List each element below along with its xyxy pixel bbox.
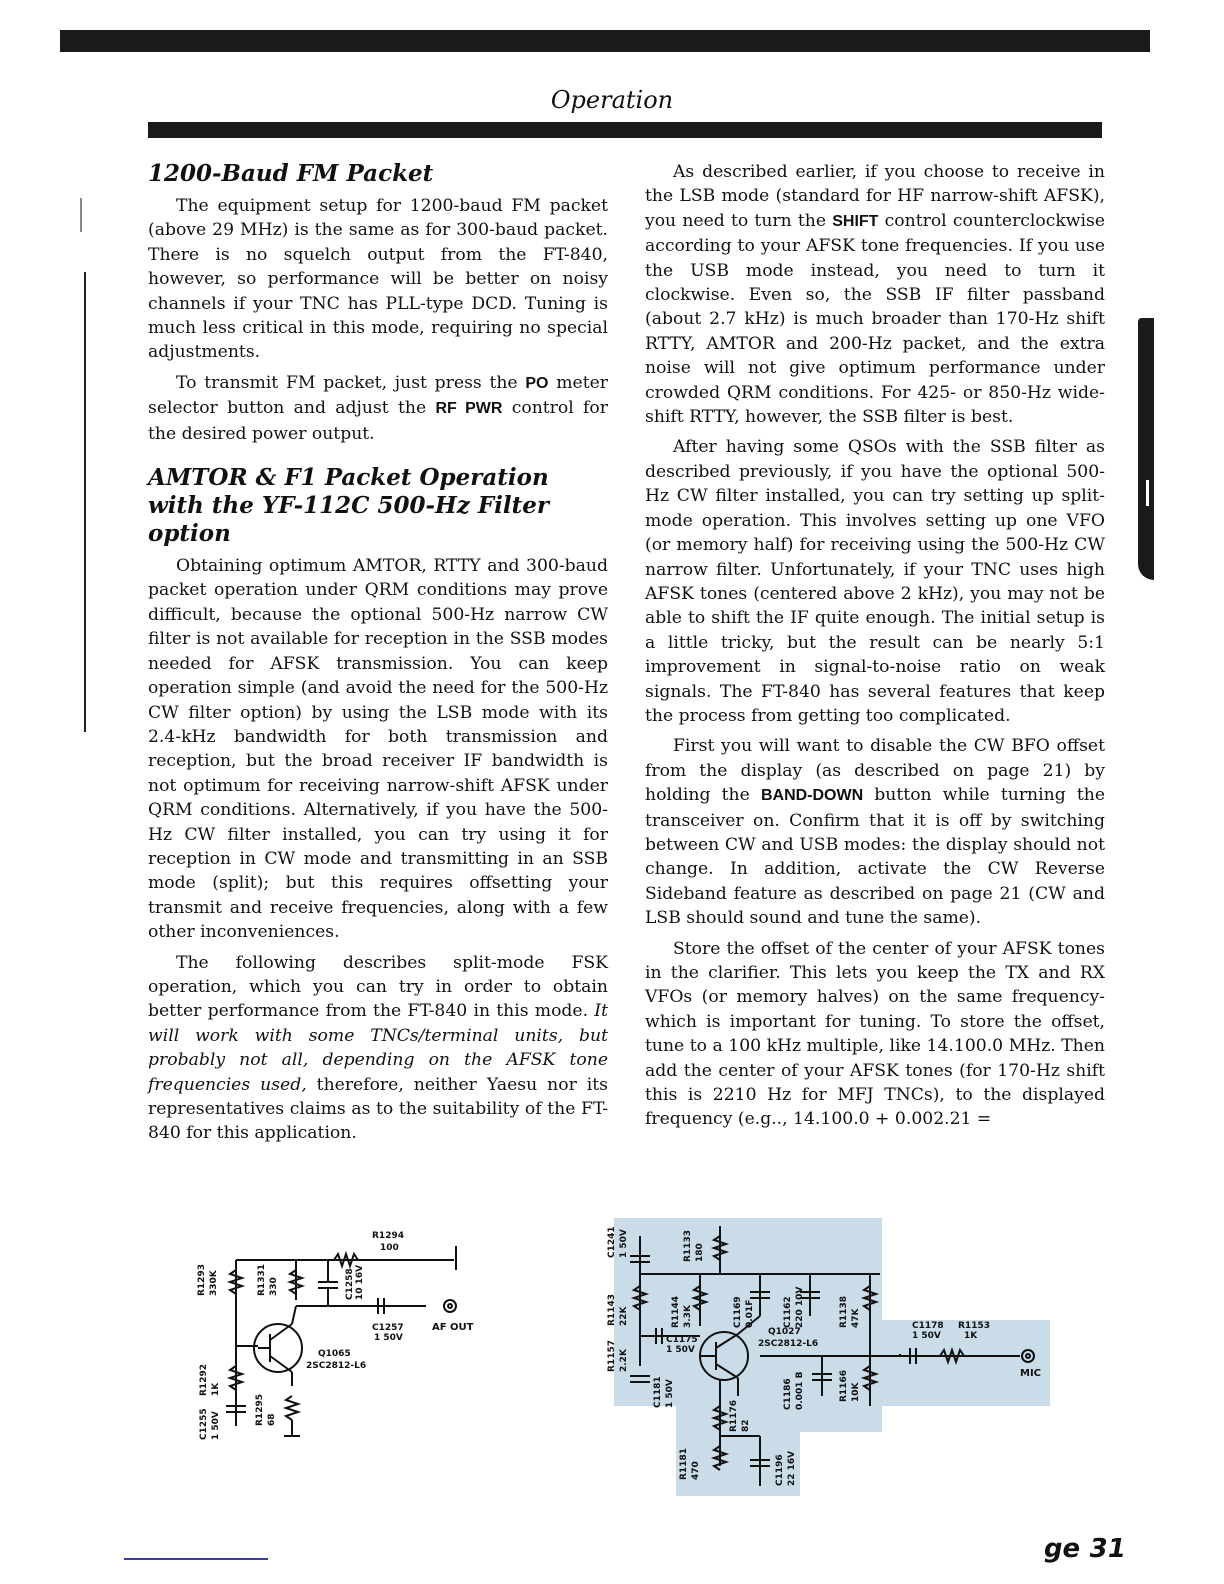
paragraph-split-mode: The following describes split-mode FSK operation, which you can try in order to obtain better performance from the FT-840 in this mode. It will work with some TNCs/terminal units, but probably not all, depending on the AFSK tone frequencies used, therefore, neither Yaesu nor its representatives claims as to the suitability of the FT-840 for this application. xyxy=(148,952,608,1144)
section-heading-amtor: AMTOR & F1 Packet Operation with the YF-112C 500-Hz Filter option xyxy=(148,464,549,548)
label-r1181-val: 470 xyxy=(691,1461,701,1480)
paragraph-1200-baud-setup: The equipment setup for 1200-baud FM packet (above 29 MHz) is the same as for 300-baud packet. There is no squelch output from the FT-840, however, so performance will be better on noisy channels if your TNC has PLL-type DCD. Tuning is much less critical in this mode, requiring no special adjustments. xyxy=(148,196,608,363)
keyword-shift: SHIFT xyxy=(832,212,879,230)
label-c1241: C1241 xyxy=(607,1226,617,1258)
label-c1162: C1162 xyxy=(783,1296,793,1328)
label-c1178: C1178 xyxy=(912,1321,944,1331)
label-r1157: R1157 xyxy=(607,1340,617,1372)
revision-mark xyxy=(80,198,82,232)
label-r1133-val: 180 xyxy=(695,1243,705,1262)
label-r1153-val: 1K xyxy=(964,1331,978,1341)
label-c1255-val: 1 50V xyxy=(211,1411,221,1440)
label-r1166-val: 10K xyxy=(851,1382,861,1402)
label-c1186-val: 0.001 B xyxy=(795,1371,805,1410)
label-r1293: R1293 xyxy=(197,1264,207,1296)
label-r1176: R1176 xyxy=(729,1400,739,1432)
revision-bar xyxy=(84,272,86,732)
paragraph-fm-transmit: To transmit FM packet, just press the PO meter selector button and adjust the RF PWR control for the desired power output. xyxy=(148,372,608,444)
left-column xyxy=(148,160,608,1152)
schematic-af-out xyxy=(196,1226,496,1451)
paragraph-amtor-optimum: Obtaining optimum AMTOR, RTTY and 300-baud packet operation under QRM conditions may prove difficult, because the optional 500-Hz narrow CW filter is not available for reception in the SSB modes needed for AFSK transmission. You can keep operation simple (and avoid the need for the 500-Hz CW filter option) by using the LSB mode with its 2.4-kHz bandwidth for both transmission and reception, but the broad receiver IF bandwidth is not optimum for receiving narrow-shift AFSK under QRM conditions. Alternatively, if you have the 500-Hz CW filter installed, you can try using it for reception in CW mode and transmitting in an SSB mode (split); but this requires offsetting your transmit and receive frequencies, along with a few other inconveniences. xyxy=(148,556,608,943)
label-r1157-val: 2.2K xyxy=(619,1349,629,1372)
label-r1294: R1294 xyxy=(372,1231,404,1241)
label-c1169-val: 0.01F xyxy=(745,1299,755,1328)
label-c1181: C1181 xyxy=(653,1376,663,1408)
footer-link-line xyxy=(124,1558,268,1560)
paragraph-bfo-offset: First you will want to disable the CW BFO offset from the display (as described on page 21) by holding the BAND-DOWN button while turning the transceiver on. Confirm that it is off by switching between CW and USB modes: the display should not change. In addition, activate the CW Reverse Sideband feature as described on page 21 (CW and LSB should sound and tune the same). xyxy=(645,736,1105,929)
section-heading-1200-baud: 1200-Baud FM Packet xyxy=(148,160,434,187)
label-c1162-val: 220 10V xyxy=(795,1286,805,1328)
label-c1178-val: 1 50V xyxy=(912,1331,941,1341)
label-c1258: C1258 xyxy=(345,1268,355,1300)
label-af-out: AF OUT xyxy=(432,1322,474,1333)
label-r1295-val: 68 xyxy=(267,1413,277,1426)
label-r1331: R1331 xyxy=(257,1264,267,1296)
keyword-rf-pwr: RF PWR xyxy=(435,400,503,418)
label-r1133: R1133 xyxy=(683,1230,693,1262)
label-c1175-val: 1 50V xyxy=(666,1345,695,1355)
italic-warning: It will work with some TNCs/terminal units, but probably not all, depending on the AFSK tone frequencies used, xyxy=(148,1001,608,1095)
label-c1257-val: 1 50V xyxy=(374,1333,403,1343)
label-q1065: Q1065 xyxy=(318,1349,351,1359)
label-r1144-val: 3.3K xyxy=(683,1305,693,1328)
label-r1292-val: 1K xyxy=(211,1382,221,1396)
label-r1294-val: 100 xyxy=(380,1243,399,1253)
label-c1181-val: 1 50V xyxy=(665,1379,675,1408)
keyword-band-down: BAND-DOWN xyxy=(760,787,864,805)
label-c1196: C1196 xyxy=(775,1454,785,1486)
label-mic: MIC xyxy=(1020,1368,1042,1379)
page-number: ge 31 xyxy=(1041,1534,1129,1564)
label-r1143: R1143 xyxy=(607,1294,617,1326)
label-r1144: R1144 xyxy=(671,1296,681,1328)
label-c1175: C1175 xyxy=(666,1335,698,1345)
label-q1027-part: 2SC2812-L6 xyxy=(758,1339,819,1349)
label-r1138-val: 47K xyxy=(851,1308,861,1328)
right-column xyxy=(645,160,1105,1138)
paragraph-lsb-shift: As described earlier, if you choose to receive in the LSB mode (standard for HF narrow-shift AFSK), you need to turn the SHIFT control counterclockwise according to your AFSK tone frequencies. If you use the USB mode instead, you need to turn it clockwise. Even so, the SSB IF filter passband (about 2.7 kHz) is much broader than 170-Hz shift RTTY, AMTOR and 200-Hz packet, and the extra noise will not give optimum performance under crowded QRM conditions. For 425- or 850-Hz wide-shift RTTY, however, the SSB filter is best. xyxy=(645,162,1105,428)
section-thumb-tab xyxy=(1138,318,1154,580)
schematic-mic-amp xyxy=(600,1216,1060,1496)
thumb-tab-mark xyxy=(1146,480,1149,506)
label-q1065-part: 2SC2812-L6 xyxy=(306,1361,367,1371)
label-c1241-val: 1 50V xyxy=(619,1229,629,1258)
label-r1293-val: 330K xyxy=(209,1270,219,1296)
label-q1027: Q1027 xyxy=(768,1327,801,1337)
header-rule xyxy=(148,122,1102,138)
label-r1181: R1181 xyxy=(679,1448,689,1480)
label-c1169: C1169 xyxy=(733,1296,743,1328)
label-r1295: R1295 xyxy=(255,1394,265,1426)
top-black-bar xyxy=(60,30,1150,52)
paragraph-clarifier-offset: Store the offset of the center of your AFSK tones in the clarifier. This lets you keep the TX and RX VFOs (or memory halves) on the same frequency-which is important for tuning. To store the offset, tune to a 100 kHz multiple, like 14.100.0 MHz. Then add the center of your AFSK tones (for 170-Hz shift this is 2210 Hz for MFJ TNCs), to the displayed frequency (e.g.., 14.100.0 + 0.002.21 = xyxy=(645,938,1105,1130)
label-c1196-val: 22 16V xyxy=(787,1450,797,1486)
label-c1258-val: 10 16V xyxy=(355,1264,365,1300)
label-r1143-val: 22K xyxy=(619,1306,629,1326)
label-r1166: R1166 xyxy=(839,1370,849,1402)
label-r1292: R1292 xyxy=(199,1364,209,1396)
page-header-title: Operation xyxy=(550,86,674,114)
label-r1153: R1153 xyxy=(958,1321,990,1331)
label-c1257: C1257 xyxy=(372,1323,404,1333)
label-r1138: R1138 xyxy=(839,1296,849,1328)
label-r1331-val: 330 xyxy=(269,1277,279,1296)
label-c1255: C1255 xyxy=(199,1408,209,1440)
label-c1186: C1186 xyxy=(783,1378,793,1410)
keyword-po: PO xyxy=(525,374,549,392)
label-r1176-val: 82 xyxy=(741,1419,751,1432)
paragraph-split-setup: After having some QSOs with the SSB filter as described previously, if you have the optional 500-Hz CW filter installed, you can try setting up split-mode operation. This involves setting up one VFO (or memory half) for receiving using the 500-Hz CW narrow filter. Unfortunately, if your TNC uses high AFSK tones (centered above 2 kHz), you may not be able to shift the IF quite enough. The initial setup is a little tricky, but the result can be nearly 5:1 improvement in signal-to-noise ratio on weak signals. The FT-840 has several features that keep the process from getting too complicated. xyxy=(645,437,1105,726)
